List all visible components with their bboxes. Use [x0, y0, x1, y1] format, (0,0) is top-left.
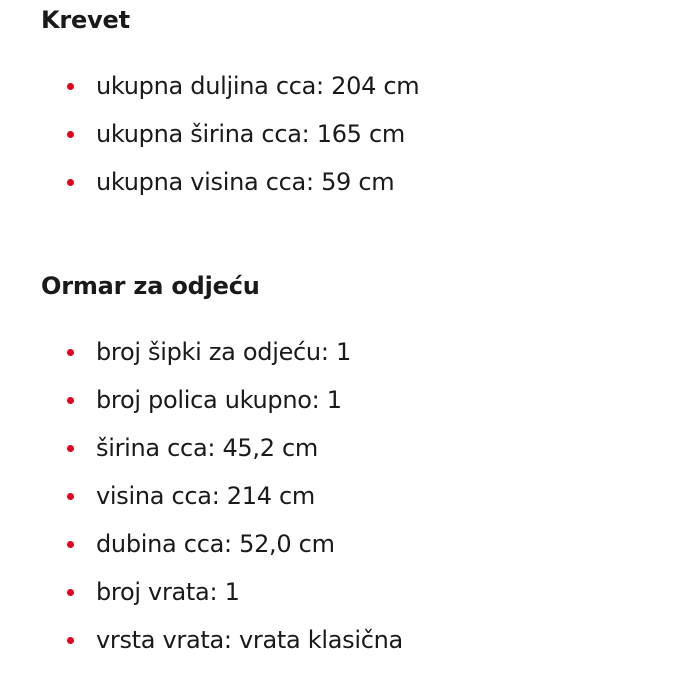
section-bed — [41, 5, 694, 196]
spec-text: ukupna duljina cca: 204 cm — [96, 72, 420, 100]
spec-text: visina cca: 214 cm — [96, 482, 316, 510]
spec-text: ukupna visina cca: 59 cm — [96, 168, 395, 196]
section-title-wardrobe: Ormar za odjeću — [41, 272, 260, 300]
spec-text: ukupna širina cca: 165 cm — [96, 120, 405, 148]
spec-text: vrsta vrata: vrata klasična — [96, 626, 403, 654]
bullet-icon — [67, 493, 74, 500]
bullet-icon — [67, 349, 74, 356]
bullet-icon — [67, 397, 74, 404]
spec-text: širina cca: 45,2 cm — [96, 434, 319, 462]
bullet-icon — [67, 131, 74, 138]
bullet-icon — [67, 637, 74, 644]
section-title-bed: Krevet — [41, 6, 130, 34]
section-wardrobe — [41, 271, 694, 654]
bullet-icon — [67, 179, 74, 186]
bullet-icon — [67, 445, 74, 452]
spec-text: broj šipki za odjeću: 1 — [96, 338, 351, 366]
spec-text: broj vrata: 1 — [96, 578, 240, 606]
spec-text: broj polica ukupno: 1 — [96, 386, 342, 414]
spec-text: dubina cca: 52,0 cm — [96, 530, 335, 558]
bullet-icon — [67, 541, 74, 548]
bullet-icon — [67, 589, 74, 596]
bullet-icon — [67, 83, 74, 90]
